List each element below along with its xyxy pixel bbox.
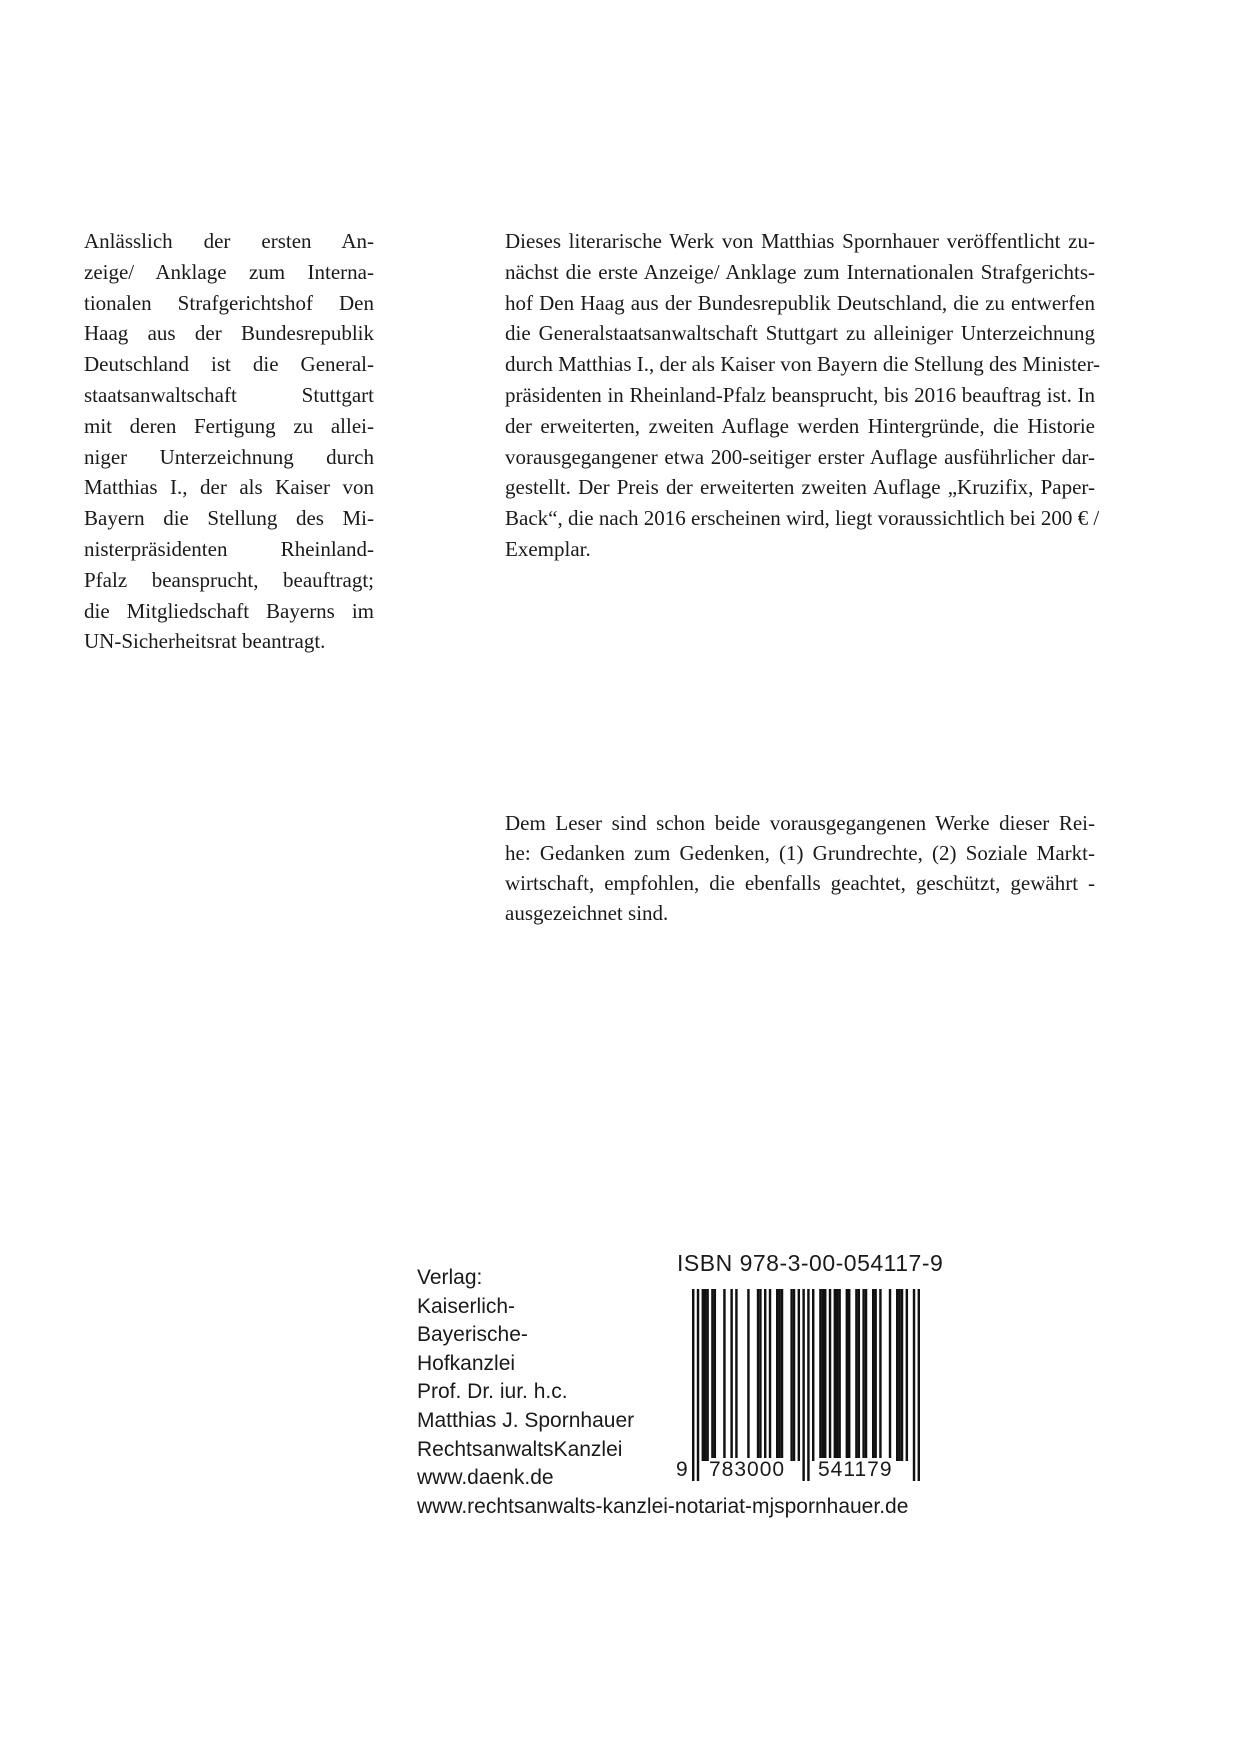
barcode-bar bbox=[879, 1289, 881, 1461]
reader-line: he: Gedanken zum Gedenken, (1) Grundrechte, (2) Soziale Markt- bbox=[505, 841, 1095, 865]
barcode-bar bbox=[711, 1289, 713, 1461]
barcode-bar bbox=[838, 1289, 840, 1461]
barcode-bar bbox=[735, 1289, 737, 1461]
barcode-bar bbox=[862, 1289, 864, 1461]
publisher-label: Verlag: bbox=[417, 1266, 483, 1289]
barcode-bar bbox=[896, 1289, 898, 1461]
right-line: präsidenten in Rheinland-Pfalz beansprucht, bis 2016 beauftrag ist. In bbox=[505, 382, 1095, 407]
left-line: niger Unterzeichnung durch bbox=[84, 444, 374, 469]
right-line: Exemplar. bbox=[505, 536, 591, 561]
publisher-line: Bayerische- bbox=[417, 1323, 528, 1347]
barcode-bar bbox=[918, 1289, 920, 1481]
barcode-bar bbox=[714, 1289, 716, 1461]
publisher-line: Hofkanzlei bbox=[417, 1351, 516, 1375]
barcode-bar bbox=[834, 1289, 836, 1461]
barcode-bar bbox=[913, 1289, 915, 1481]
barcode-bar bbox=[704, 1289, 706, 1461]
barcode-bar bbox=[764, 1289, 766, 1461]
publisher-line: Prof. Dr. iur. h.c. bbox=[417, 1380, 568, 1404]
left-line: Anlässlich der ersten An- bbox=[84, 229, 374, 253]
reader-line: wirtschaft, empfohlen, die ebenfalls geachtet, geschützt, gewährt - bbox=[505, 871, 1095, 895]
barcode-bar bbox=[778, 1289, 780, 1461]
right-line: hof Den Haag aus der Bundesrepublik Deutschland, die zu entwerfen bbox=[505, 290, 1095, 315]
barcode-bar bbox=[802, 1289, 804, 1481]
barcode-digits-right: 541179 bbox=[818, 1458, 893, 1481]
left-line: Bayern die Stellung des Mi- bbox=[84, 506, 374, 531]
barcode-bar bbox=[793, 1289, 795, 1461]
barcode-bar bbox=[848, 1289, 850, 1461]
isbn-label: ISBN 978-3-00-054117-9 bbox=[677, 1250, 944, 1276]
barcode-bar bbox=[781, 1289, 783, 1461]
left-line: zeige/ Anklage zum Interna- bbox=[84, 259, 374, 284]
barcode-bar bbox=[898, 1289, 900, 1461]
barcode-bar bbox=[723, 1289, 725, 1461]
right-line: durch Matthias I., der als Kaiser von Bayern die Stellung des Minister- bbox=[505, 352, 1101, 377]
barcode-bar bbox=[872, 1289, 874, 1461]
left-line: nisterpräsidenten Rheinland- bbox=[84, 536, 374, 561]
barcode-bar bbox=[790, 1289, 792, 1461]
left-line: die Mitgliedschaft Bayerns im bbox=[84, 598, 374, 623]
barcode-bar bbox=[757, 1289, 759, 1461]
barcode-bar bbox=[759, 1289, 761, 1461]
barcode-graphic bbox=[692, 1289, 920, 1481]
barcode-bar bbox=[812, 1289, 814, 1461]
barcode-bar bbox=[692, 1289, 694, 1481]
barcode-bar bbox=[747, 1289, 749, 1461]
barcode-bar bbox=[858, 1289, 860, 1461]
left-line: Deutschland ist die General- bbox=[84, 352, 374, 377]
barcode-bar bbox=[836, 1289, 838, 1461]
barcode-bar bbox=[807, 1289, 809, 1481]
barcode-bar bbox=[901, 1289, 903, 1461]
barcode-bar bbox=[798, 1289, 800, 1461]
barcode-bar bbox=[824, 1289, 826, 1461]
left-line: tionalen Strafgerichtshof Den bbox=[84, 290, 374, 315]
publisher-line: Matthias J. Spornhauer bbox=[417, 1408, 635, 1432]
left-line: Haag aus der Bundesrepublik bbox=[84, 321, 374, 346]
barcode-bar bbox=[706, 1289, 708, 1461]
left-line: Pfalz beansprucht, beauftragt; bbox=[84, 567, 374, 592]
barcode-bar bbox=[906, 1289, 908, 1461]
right-line: Dieses literarische Werk von Matthias Spornhauer veröffentlicht zu- bbox=[505, 229, 1095, 253]
barcode-bar bbox=[769, 1289, 771, 1461]
left-line: mit deren Fertigung zu allei- bbox=[84, 413, 374, 438]
barcode-digit-first: 9 bbox=[676, 1458, 689, 1481]
barcode-bar bbox=[819, 1289, 821, 1461]
publisher-website-link[interactable]: www.rechtsanwalts-kanzlei-notariat-mjspornhauer.de bbox=[417, 1494, 909, 1518]
barcode-bar bbox=[874, 1289, 876, 1461]
barcode-bar bbox=[889, 1289, 891, 1461]
right-line: gestellt. Der Preis der erweiterten zweiten Auflage „Kruzifix, Paper- bbox=[505, 475, 1095, 500]
barcode-bar bbox=[730, 1289, 732, 1461]
isbn-barcode bbox=[692, 1289, 920, 1481]
publisher-website-link[interactable]: www.daenk.de bbox=[417, 1466, 554, 1490]
barcode-bar bbox=[702, 1289, 704, 1461]
barcode-bar bbox=[822, 1289, 824, 1461]
reader-note-text bbox=[505, 808, 1095, 928]
publisher-line: Kaiserlich- bbox=[417, 1294, 516, 1318]
right-line: die Generalstaatsanwaltschaft Stuttgart zu alleiniger Unterzeichnung bbox=[505, 321, 1095, 346]
reader-line: Dem Leser sind schon beide vorausgegangenen Werke dieser Rei- bbox=[505, 811, 1095, 835]
right-line: nächst die erste Anzeige/ Anklage zum Internationalen Strafgerichts- bbox=[505, 259, 1095, 284]
barcode-bar bbox=[697, 1289, 699, 1481]
barcode-bar bbox=[829, 1289, 831, 1461]
reader-line: ausgezeichnet sind. bbox=[505, 901, 669, 925]
left-line: Matthias I., der als Kaiser von bbox=[84, 475, 374, 500]
left-line: staatsanwaltschaft Stuttgart bbox=[84, 382, 374, 407]
barcode-bar bbox=[776, 1289, 778, 1461]
right-line: vorausgegangener etwa 200-seitiger erster Auflage ausführlicher dar- bbox=[505, 444, 1095, 469]
left-column-text bbox=[84, 226, 374, 657]
right-line: Back“, die nach 2016 erscheinen wird, liegt voraussichtlich bei 200 € / bbox=[505, 506, 1100, 531]
right-line: der erweiterten, zweiten Auflage werden Hintergründe, die Historie bbox=[505, 413, 1095, 438]
publisher-line: RechtsanwaltsKanzlei bbox=[417, 1437, 623, 1461]
barcode-bar bbox=[846, 1289, 848, 1461]
left-line: UN-Sicherheitsrat beantragt. bbox=[84, 629, 326, 654]
barcode-bar bbox=[865, 1289, 867, 1461]
barcode-bar bbox=[855, 1289, 857, 1461]
barcode-digits-left: 783000 bbox=[709, 1458, 786, 1481]
right-column-text bbox=[505, 226, 1101, 565]
